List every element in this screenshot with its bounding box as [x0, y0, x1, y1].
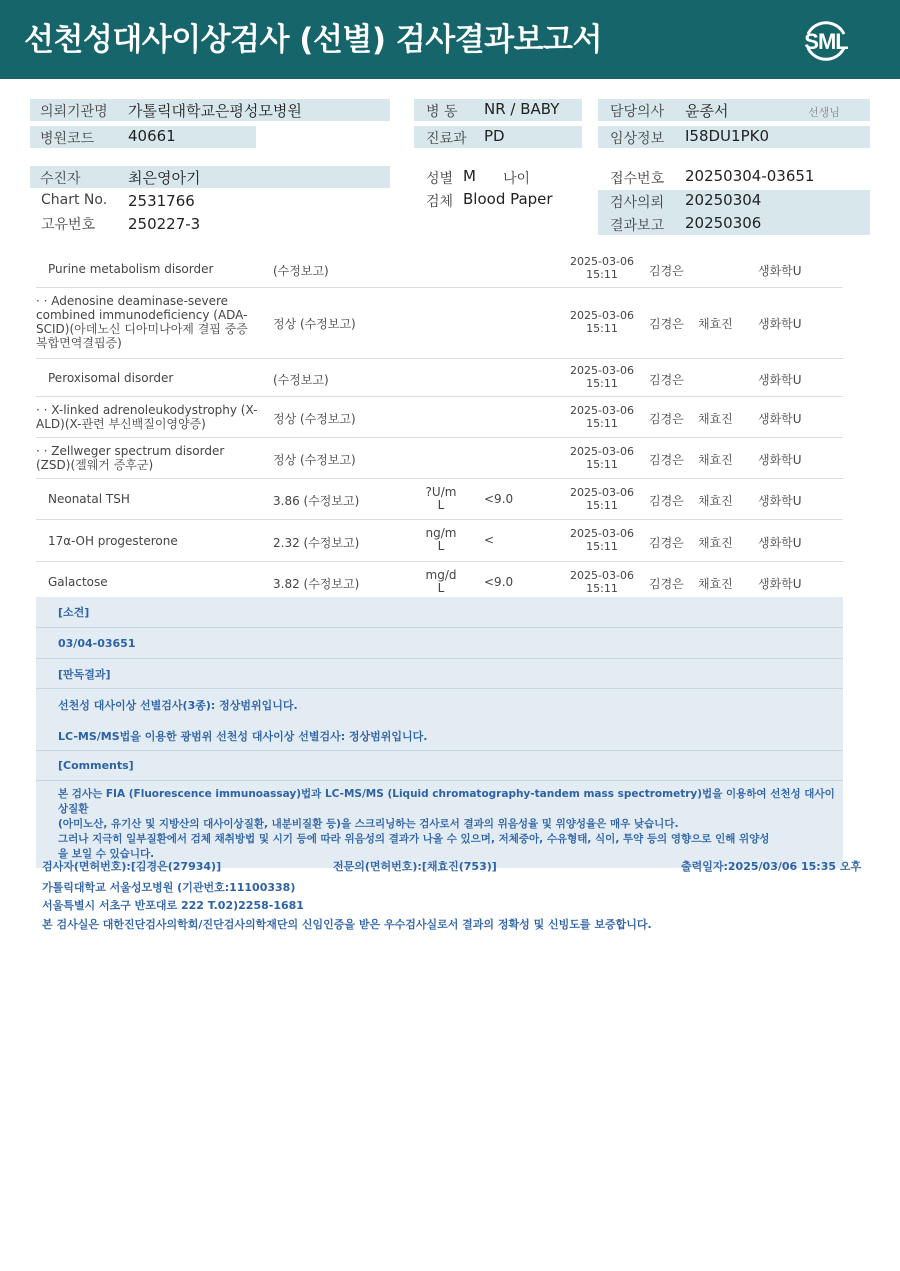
test-time: 15:11	[586, 540, 618, 553]
test-datetime	[552, 486, 652, 512]
tester-name: 김경은	[649, 373, 684, 387]
comments-line: 을 보일 수 있습니다.	[58, 848, 155, 860]
test-time: 15:11	[586, 499, 618, 512]
test-name: Neonatal TSH	[48, 492, 130, 506]
tester-name: 김경은	[649, 494, 684, 508]
clinical-value: I58DU1PK0	[685, 127, 770, 145]
sml-logo	[800, 14, 852, 66]
report-title: 선천성대사이상검사 (선별) 검사결과보고서	[24, 22, 602, 58]
test-name: Galactose	[48, 575, 108, 589]
table-row	[36, 288, 843, 359]
request-value: 20250304	[685, 191, 762, 209]
test-dept: 생화학U	[758, 536, 802, 550]
test-datetime	[552, 364, 652, 390]
test-datetime	[552, 445, 652, 471]
test-dept: 생화학U	[758, 453, 802, 467]
hospital-code-label: 병원코드	[40, 131, 95, 147]
results-table	[36, 252, 843, 603]
test-name: Peroxisomal disorder	[48, 371, 174, 385]
interpretation-line-2: LC-MS/MS법을 이용한 광범위 선천성 대사이상 선별검사: 정상범위입니다.	[36, 721, 843, 751]
chart-label: Chart No.	[41, 192, 108, 208]
test-name: · · Zellweger spectrum disorder (ZSD)(젤웨거 증후군)	[36, 444, 225, 472]
test-date: 2025-03-06	[570, 309, 634, 322]
test-result: 정상 (수정보고)	[273, 317, 356, 331]
test-date: 2025-03-06	[570, 527, 634, 540]
specialist-license: 전문의(면허번호):[채효진(753)]	[333, 860, 497, 873]
test-time: 15:11	[586, 417, 618, 430]
test-date: 2025-03-06	[570, 445, 634, 458]
table-row	[36, 520, 843, 562]
opinion-header: [소견]	[36, 597, 843, 628]
report-header	[0, 0, 900, 79]
print-date: 출력일자:2025/03/06 15:35 오후	[681, 860, 862, 873]
table-row	[36, 397, 843, 438]
test-date: 2025-03-06	[570, 486, 634, 499]
tester-license: 검사자(면허번호):[김경은(27934)]	[42, 860, 222, 873]
test-date: 2025-03-06	[570, 255, 634, 268]
report-date-label: 결과보고	[610, 218, 665, 234]
doctor-name: 채효진	[698, 317, 733, 331]
physician-label: 담당의사	[610, 104, 665, 120]
tester-name: 김경은	[649, 264, 684, 278]
age-label: 나이	[503, 171, 531, 187]
ward-value: NR / BABY	[484, 100, 560, 118]
sex-value: M	[463, 167, 476, 185]
test-result: (수정보고)	[273, 373, 329, 387]
test-time: 15:11	[586, 582, 618, 595]
ward-label: 병 동	[426, 104, 458, 120]
test-datetime	[552, 404, 652, 430]
patient-box	[30, 166, 390, 188]
test-name: · · X-linked adrenoleukodystrophy (X-ALD)(X-관련 부신백질이영양증)	[36, 403, 258, 431]
sex-label: 성별	[426, 171, 454, 187]
test-reference: <	[484, 533, 495, 547]
table-row	[36, 479, 843, 520]
test-date: 2025-03-06	[570, 404, 634, 417]
logo-text: SML	[804, 29, 848, 54]
test-result: 3.82 (수정보고)	[273, 577, 360, 591]
test-date: 2025-03-06	[570, 364, 634, 377]
receipt-label: 접수번호	[610, 171, 665, 187]
test-datetime	[552, 255, 652, 281]
report-date-value: 20250306	[685, 214, 762, 232]
test-result: 2.32 (수정보고)	[273, 536, 360, 550]
uid-value: 250227-3	[128, 215, 201, 233]
test-datetime	[552, 309, 652, 335]
test-dept: 생화학U	[758, 412, 802, 426]
test-datetime	[552, 527, 652, 553]
tester-name: 김경은	[649, 453, 684, 467]
table-row	[36, 438, 843, 479]
test-reference: <9.0	[484, 575, 514, 589]
comments-section	[36, 597, 843, 868]
test-time: 15:11	[586, 458, 618, 471]
comments-line: (아미노산, 유기산 및 지방산의 대사이상질환, 내분비질환 등)을 스크리닝하는 검사로서 결과의 위음성율 및 위양성율은 매우 낮습니다.	[58, 818, 679, 830]
chart-value: 2531766	[128, 192, 195, 210]
hospital-code-value: 40661	[128, 127, 176, 145]
tester-name: 김경은	[649, 536, 684, 550]
doctor-name: 채효진	[698, 412, 733, 426]
test-result: (수정보고)	[273, 264, 329, 278]
doctor-name: 채효진	[698, 536, 733, 550]
receipt-value: 20250304-03651	[685, 167, 815, 185]
test-reference: <9.0	[484, 492, 514, 506]
test-date: 2025-03-06	[570, 569, 634, 582]
specimen-label: 검체	[426, 194, 454, 210]
physician-suffix: 선생님	[808, 106, 840, 119]
comments-line: 그러나 지극히 일부질환에서 검체 채취방법 및 시기 등에 따라 위음성의 결과가 나올 수 있으며, 저체중아, 수유형태, 식이, 투약 등의 영향으로 인해 위양성	[58, 833, 770, 845]
doctor-name: 채효진	[698, 577, 733, 591]
comments-line: 본 검사는 FIA (Fluorescence immunoassay)법과 LC-MS/MS (Liquid chromatography-tandem mass spectrometry)법을 이용하여 선천성 대사이상질환	[58, 788, 835, 815]
doctor-name: 채효진	[698, 453, 733, 467]
address: 서울특별시 서초구 반포대로 222 T.02)2258-1681	[42, 899, 304, 912]
test-unit: ng/m L	[425, 526, 457, 553]
patient-value: 최은영아기	[128, 169, 201, 187]
certification-note: 본 검사실은 대한진단검사의학회/진단검사의학재단의 신임인증을 받은 우수검사실로서 결과의 정확성 및 신빙도를 보증합니다.	[42, 918, 652, 931]
test-result: 3.86 (수정보고)	[273, 494, 360, 508]
interpretation-header: [판독결과]	[36, 659, 843, 689]
test-name: · · Adenosine deaminase-severe combined immunodeficiency (ADA-SCID)(아데노신 디아미나아제 결핍 중증 복합면역결핍증)	[36, 294, 248, 350]
test-datetime	[552, 569, 652, 595]
test-dept: 생화학U	[758, 373, 802, 387]
opinion-id: 03/04-03651	[36, 628, 843, 659]
physician-value: 윤종서	[685, 102, 729, 120]
test-time: 15:11	[586, 268, 618, 281]
request-label: 검사의뢰	[610, 195, 665, 211]
tester-name: 김경은	[649, 577, 684, 591]
test-time: 15:11	[586, 322, 618, 335]
patient-label: 수진자	[40, 171, 81, 187]
institution-value: 가톨릭대학교은평성모병원	[128, 102, 302, 120]
dept-label: 진료과	[426, 131, 467, 147]
tester-name: 김경은	[649, 412, 684, 426]
clinical-label: 임상정보	[610, 131, 665, 147]
test-unit: mg/d L	[425, 568, 457, 595]
interpretation-line-1: 선천성 대사이상 선별검사(3종): 정상범위입니다.	[58, 699, 298, 712]
table-row	[36, 252, 843, 288]
test-time: 15:11	[586, 377, 618, 390]
organization: 가톨릭대학교 서울성모병원 (기관번호:11100338)	[42, 881, 296, 894]
test-unit: ?U/m L	[425, 485, 457, 512]
uid-label: 고유번호	[41, 217, 96, 233]
test-dept: 생화학U	[758, 317, 802, 331]
test-result: 정상 (수정보고)	[273, 412, 356, 426]
comments-body	[36, 781, 843, 868]
test-dept: 생화학U	[758, 264, 802, 278]
test-result: 정상 (수정보고)	[273, 453, 356, 467]
doctor-name: 채효진	[698, 494, 733, 508]
test-name: Purine metabolism disorder	[48, 262, 214, 276]
test-name: 17α-OH progesterone	[48, 534, 178, 548]
test-dept: 생화학U	[758, 577, 802, 591]
institution-label: 의뢰기관명	[40, 104, 108, 120]
table-row	[36, 359, 843, 397]
comments-header: [Comments]	[36, 751, 843, 781]
tester-name: 김경은	[649, 317, 684, 331]
dept-value: PD	[484, 127, 505, 145]
test-dept: 생화학U	[758, 494, 802, 508]
specimen-value: Blood Paper	[463, 190, 553, 208]
